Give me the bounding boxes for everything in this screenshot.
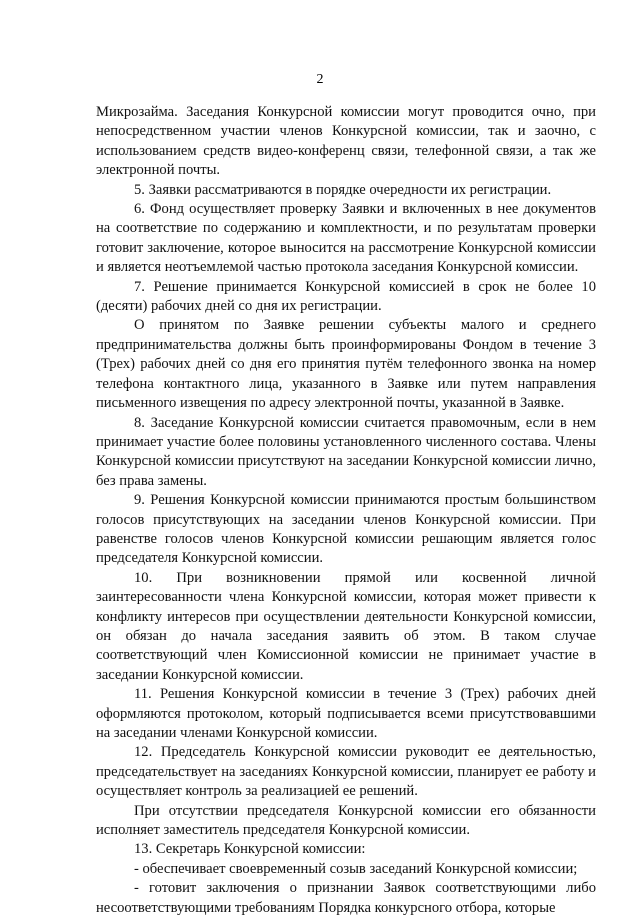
paragraph-item-10: 10. При возникновении прямой или косвенной личной заинтересованности члена Конкурсной комиссии, которая может привести к конфликту интересов при осуществлении деятельности Конкурсной комиссии, он обязан до начала заседания заявить об этом. В таком случае соответствующий член Комиссионной комиссии не принимает участие в заседании Конкурсной комиссии.	[96, 569, 596, 683]
paragraph-item-12: 12. Председатель Конкурсной комиссии руководит ее деятельностью, председательствует на заседаниях Конкурсной комиссии, планирует ее работу и осуществляет контроль за реализацией ее решений.	[96, 744, 596, 800]
paragraph-deputy-chair: При отсутствии председателя Конкурсной комиссии его обязанности исполняет заместитель председателя Конкурсной комиссии.	[96, 802, 596, 839]
paragraph-item-8: 8. Заседание Конкурсной комиссии считается правомочным, если в нем принимает участие более половины установленного численного состава. Члены Конкурсной комиссии присутствуют на заседании Конкурсной комиссии лично, без права замены.	[96, 414, 596, 489]
paragraph-item-5: 5. Заявки рассматриваются в порядке очередности их регистрации.	[134, 181, 552, 198]
paragraph-item-6: 6. Фонд осуществляет проверку Заявки и включенных в нее документов на соответствие по содержанию и комплектности, и по результатам проверки готовит заключение, которое выносится на рассмотрение Конкурсной комиссии и является неотъемлемой частью протокола заседания Конкурсной комиссии.	[96, 201, 596, 276]
paragraph-secretary-duty-1: - обеспечивает своевременный созыв заседаний Конкурсной комиссии;	[134, 860, 578, 877]
paragraph-item-13: 13. Секретарь Конкурсной комиссии:	[134, 841, 366, 858]
paragraph-item-9: 9. Решения Конкурсной комиссии принимаются простым большинством голосов присутствующих на заседании членов Конкурсной комиссии. При равенстве голосов членов Конкурсной комиссии решающим является голос председателя Конкурсной комиссии.	[96, 492, 596, 567]
paragraph-continuation: Микрозайма. Заседания Конкурсной комиссии могут проводится очно, при непосредственном участии членов Конкурсной комиссии, так и заочно, с использованием средств видео-конференц связи, телефонной связи, а так же электронной почты.	[96, 104, 596, 179]
paragraph-item-7: 7. Решение принимается Конкурсной комиссией в срок не более 10 (десяти) рабочих дней со дня их регистрации.	[96, 278, 596, 315]
paragraph-secretary-duty-2: - готовит заключения о признании Заявок соответствующими либо несоответствующими требованиям Порядка конкурсного отбора, которые	[96, 880, 596, 916]
document-body	[96, 103, 596, 918]
page-number: 2	[316, 72, 324, 87]
paragraph-notification: О принятом по Заявке решении субъекты малого и среднего предпринимательства должны быть проинформированы Фондом в течение 3 (Трех) рабочих дней со дня его принятия путём телефонного звонка на номер телефона контактного лица, указанного в Заявке или путем направления письменного извещения по адресу электронной почты, указанной в Заявке.	[96, 317, 596, 412]
paragraph-item-11: 11. Решения Конкурсной комиссии в течение 3 (Трех) рабочих дней оформляются протоколом, который подписывается всеми присутствовавшими на заседании членами Конкурсной комиссии.	[96, 686, 596, 741]
